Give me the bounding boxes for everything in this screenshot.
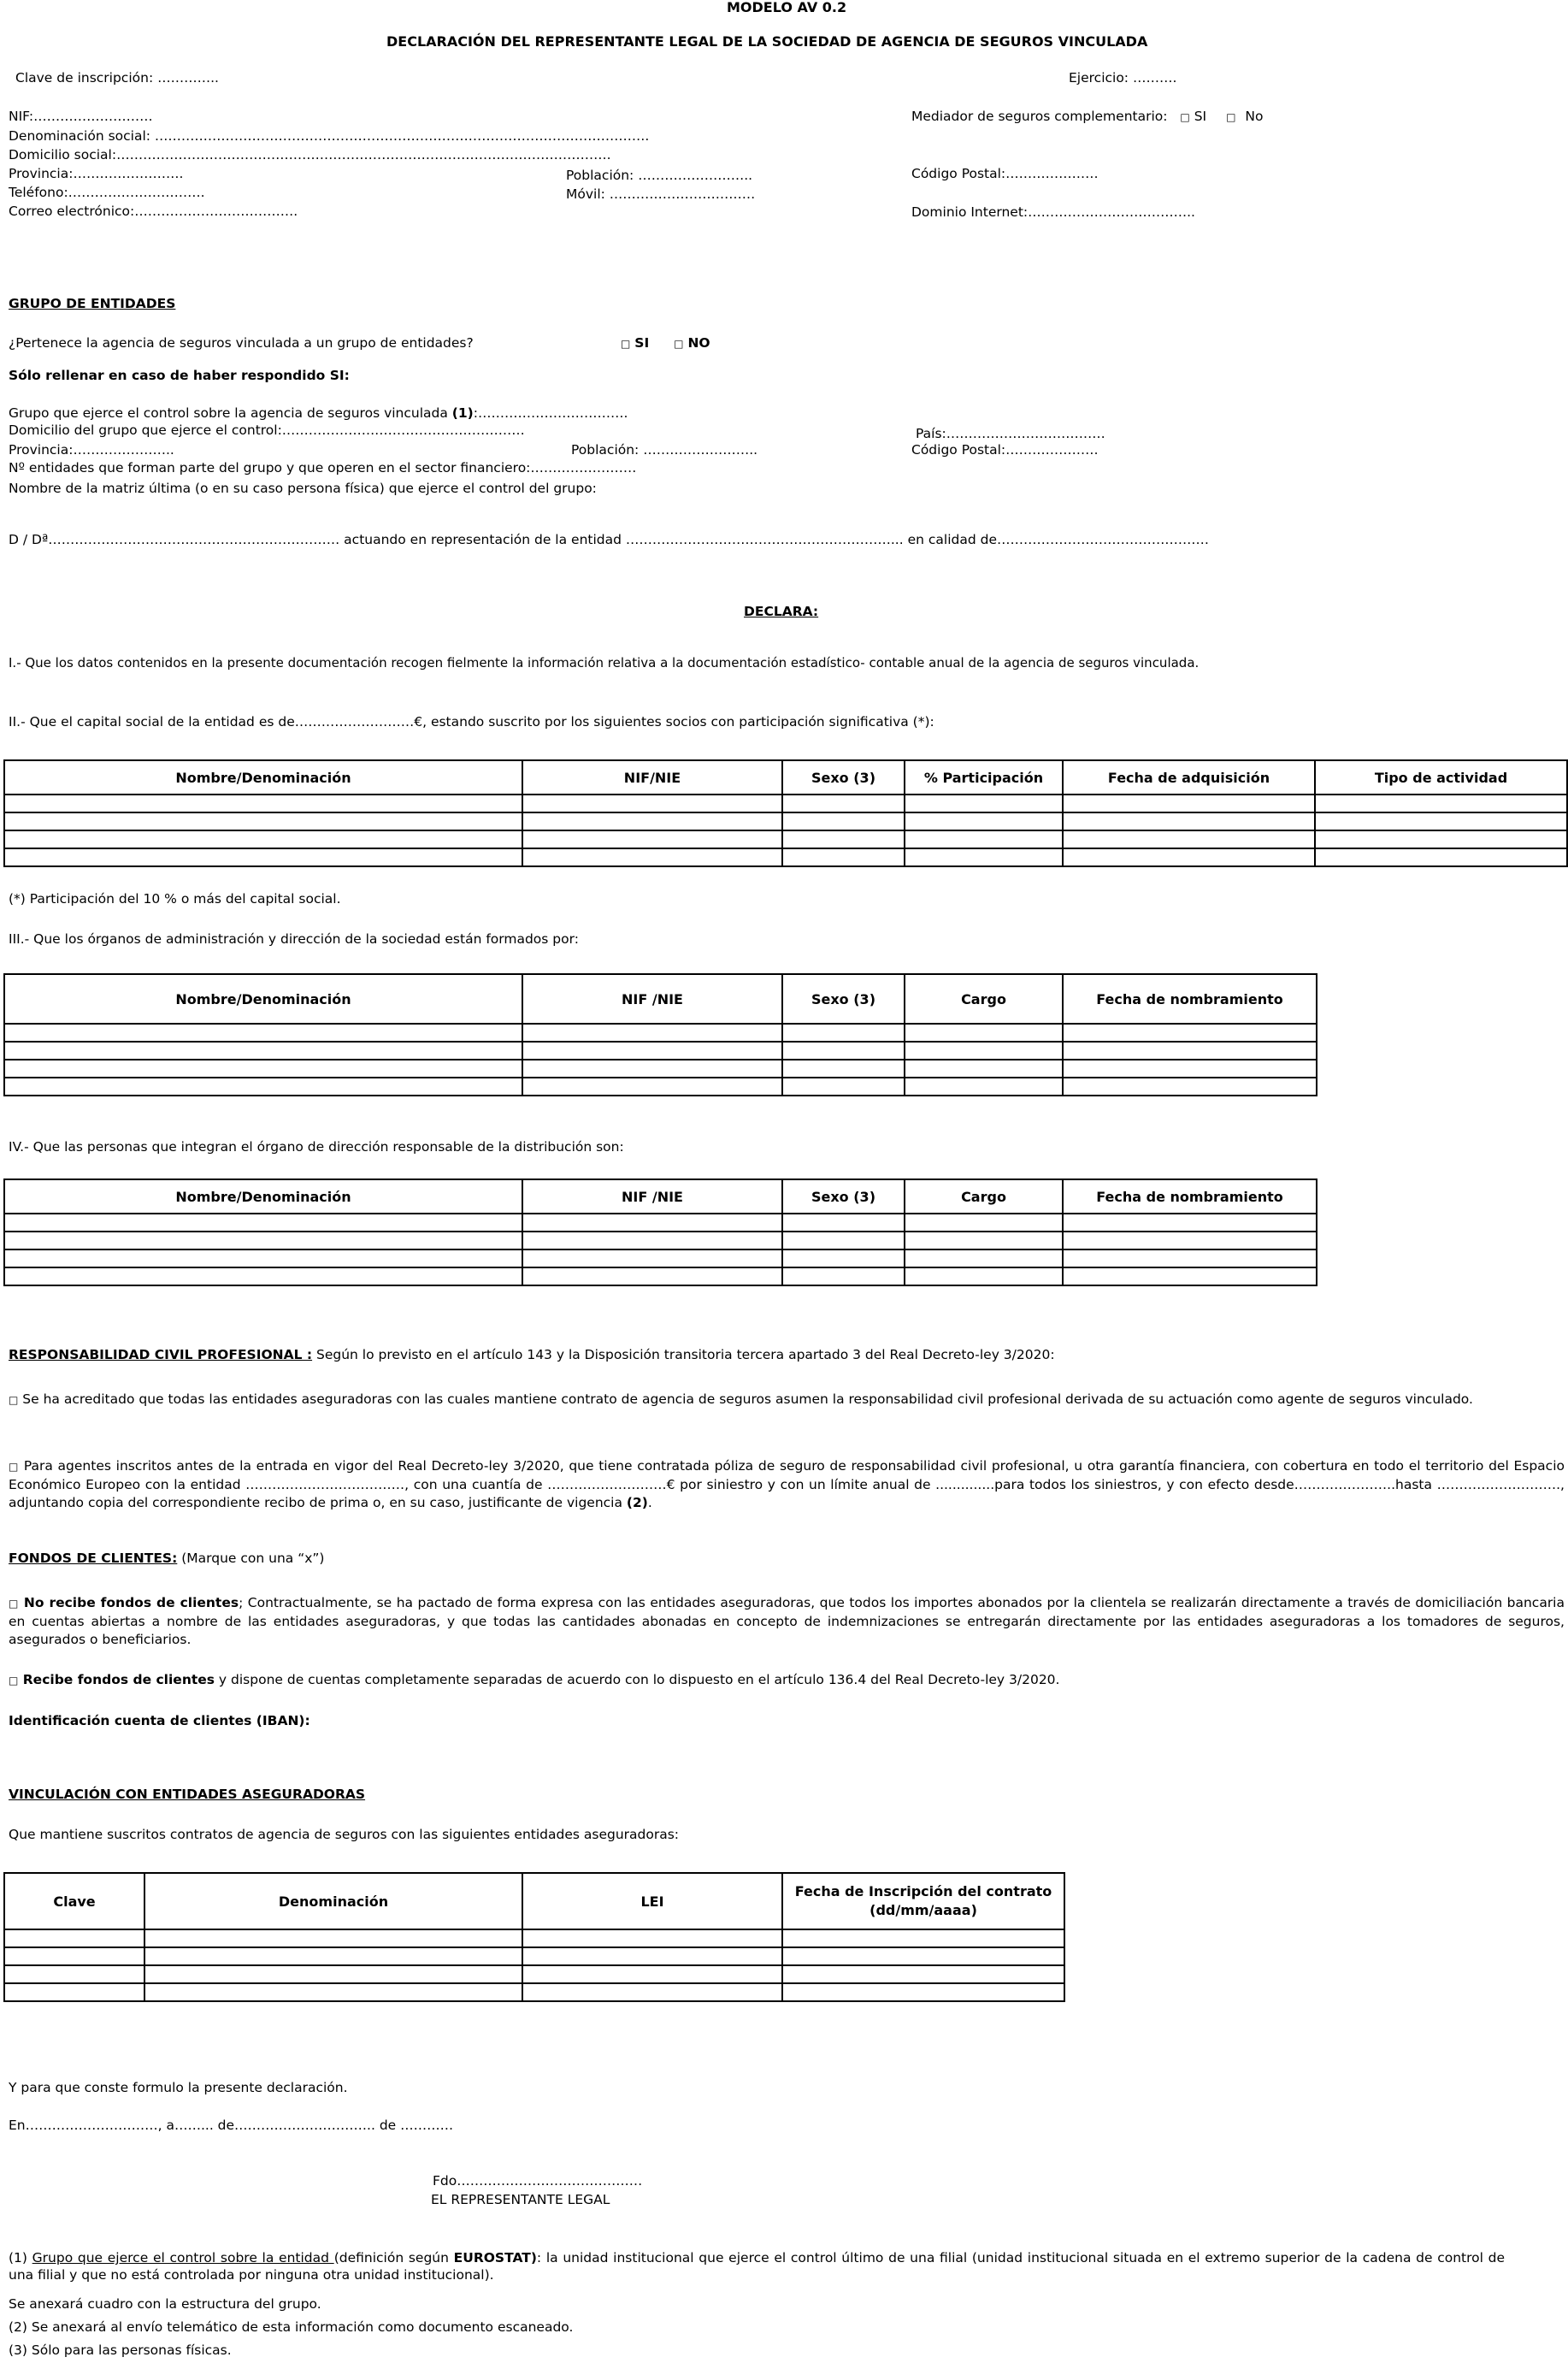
fondos-mark-note: (Marque con una “x”): [177, 1551, 325, 1566]
note-1-mid: (definición según: [333, 2250, 454, 2266]
checkbox-icon[interactable]: □: [674, 338, 684, 350]
checkbox-icon[interactable]: □: [9, 1598, 19, 1610]
table-header-row: [4, 974, 1317, 1024]
dominio-field[interactable]: Dominio Internet:………………………………..: [911, 204, 1195, 220]
checkbox-icon[interactable]: □: [1180, 111, 1190, 123]
grupo-poblacion-field[interactable]: Población: ……………………..: [571, 442, 758, 458]
anexo-note: Se anexará cuadro con la estructura del grupo.: [9, 2296, 321, 2312]
grupo-control-dots: :…………………………….: [473, 405, 628, 421]
col-header: Fecha de nombramiento: [1063, 974, 1317, 1024]
col-header: Cargo: [905, 974, 1063, 1024]
grupo-control-label: Grupo que ejerce el control sobre la agencia de seguros vinculada: [9, 405, 452, 421]
responsabilidad-option-2[interactable]: [9, 1457, 1565, 1513]
poblacion-field[interactable]: Población: ……………………..: [566, 168, 753, 183]
option-2-text: y dispone de cuentas completamente separadas de acuerdo con lo dispuesto en el artículo 136.4 del Real Decreto-ley 3/2020.: [215, 1672, 1060, 1687]
codigo-postal-field[interactable]: Código Postal:…………………: [911, 166, 1099, 181]
model-code: MODELO AV 0.2: [727, 0, 847, 15]
provincia-field[interactable]: Provincia:…………………….: [9, 166, 184, 181]
vinculacion-intro: Que mantiene suscritos contratos de agencia de seguros con las siguientes entidades aseguradoras:: [9, 1827, 680, 1842]
iban-field[interactable]: Identificación cuenta de clientes (IBAN):: [9, 1713, 310, 1728]
mediador-field: [911, 109, 1263, 125]
ejercicio-field[interactable]: Ejercicio: ……….: [1069, 70, 1177, 86]
table-row[interactable]: [4, 1214, 1317, 1232]
table-row[interactable]: [4, 1983, 1064, 2001]
table-header-row: [4, 1873, 1064, 1929]
col-header: Fecha de Inscripción del contrato (dd/mm/aaaa): [782, 1873, 1064, 1929]
note-2: (2) Se anexará al envío telemático de esta información como documento escaneado.: [9, 2319, 574, 2335]
option-2-end: .: [647, 1495, 652, 1511]
option-1-text: ; Contractualmente, se ha pactado de forma expresa con las entidades aseguradoras, que todos los importes abonados por la clientela se realizarán directamente a través de domiciliación bancaria en cuentas abiertas a nombre de las entidades aseguradoras, y que todas las cantidades abonadas en concepto de indemnizaciones se entregarán directamente por las entidades aseguradoras a los tomadores de seguros, asegurados o beneficiarios.: [9, 1595, 1565, 1648]
option-1-bold: No recibe fondos de clientes: [18, 1595, 239, 1610]
checkbox-icon[interactable]: □: [9, 1394, 19, 1406]
option-1-text: Se ha acreditado que todas las entidades aseguradoras con las cuales mantiene contrato de agencia de seguros asumen la responsabilidad civil profesional derivada de su actuación como agente de seguros vinculado.: [18, 1391, 1473, 1407]
grupo-control-field[interactable]: [9, 406, 628, 422]
grupo-provincia-field[interactable]: Provincia:…………………..: [9, 442, 174, 458]
note-1-term: Grupo que ejerce el control sobre la entidad: [32, 2250, 334, 2266]
checkbox-icon[interactable]: □: [9, 1461, 20, 1473]
table-row[interactable]: [4, 1249, 1317, 1267]
footnote-ref: (2): [626, 1495, 648, 1511]
telefono-field[interactable]: Teléfono:………………………….: [9, 185, 205, 200]
table-row[interactable]: [4, 1267, 1317, 1285]
col-header: Clave: [4, 1873, 144, 1929]
note-1: [9, 2249, 1505, 2283]
grupo-domicilio-field[interactable]: Domicilio del grupo que ejerce el control:………………….……………………………: [9, 422, 525, 438]
table-row[interactable]: [4, 1042, 1317, 1060]
col-header: Fecha de adquisición: [1063, 760, 1315, 795]
table-row[interactable]: [4, 1232, 1317, 1249]
fondos-option-2[interactable]: [9, 1673, 1059, 1688]
solo-rellenar: Sólo rellenar en caso de haber respondido SI:: [9, 368, 350, 383]
col-header: Nombre/Denominación: [4, 760, 522, 795]
note-3: (3) Sólo para las personas físicas.: [9, 2342, 232, 2358]
checkbox-icon[interactable]: □: [1226, 111, 1236, 123]
organos-table: [3, 973, 1317, 1096]
note-1-text: : la unidad institucional que ejerce el control último de una filial (unidad institucional situada en el extremo superior de la cadena de control de una filial y que no está controlada por ninguna otra unidad institucional).: [9, 2250, 1506, 2283]
col-header: Fecha de nombramiento: [1063, 1179, 1317, 1214]
col-header: Cargo: [905, 1179, 1063, 1214]
table-row[interactable]: [4, 1060, 1317, 1078]
denominacion-field[interactable]: Denominación social: ………………………………………………………………………………………………….: [9, 128, 650, 144]
table-row[interactable]: [4, 1078, 1317, 1096]
table-header-row: [4, 1179, 1317, 1214]
table-row[interactable]: [4, 1929, 1064, 1947]
grupo-pais-field[interactable]: País:………………………………: [916, 426, 1105, 441]
movil-field[interactable]: Móvil: ……………………………: [566, 186, 756, 202]
table-row[interactable]: [4, 812, 1567, 830]
document-title: DECLARACIÓN DEL REPRESENTANTE LEGAL DE LA SOCIEDAD DE AGENCIA DE SEGUROS VINCULADA: [386, 33, 1148, 50]
num-entidades-field[interactable]: Nº entidades que forman parte del grupo y que operen en el sector financiero:……………………: [9, 460, 637, 476]
col-header: NIF /NIE: [522, 1179, 782, 1214]
responsabilidad-intro: Según lo previsto en el artículo 143 y la Disposición transitoria tercera apartado 3 del Real Decreto-ley 3/2020:: [312, 1347, 1055, 1362]
socios-table: [3, 759, 1568, 867]
direccion-table: [3, 1179, 1317, 1286]
nif-field[interactable]: NIF:………………………: [9, 109, 153, 124]
fondos-line: [9, 1551, 324, 1567]
declara-i: I.- Que los datos contenidos en la presente documentación recogen fielmente la información relativa a la documentación estadístico- contable anual de la agencia de seguros vinculada.: [9, 655, 1200, 671]
conste-text: Y para que conste formulo la presente declaración.: [9, 2080, 348, 2095]
declara-heading: DECLARA:: [744, 604, 819, 619]
col-header: Tipo de actividad: [1315, 760, 1567, 795]
declara-iii: III.- Que los órganos de administración y dirección de la sociedad están formados por:: [9, 931, 579, 947]
responsabilidad-heading: RESPONSABILIDAD CIVIL PROFESIONAL :: [9, 1347, 313, 1362]
lugar-fecha-field[interactable]: En…………………………, a……... de………………………….. de …………: [9, 2118, 454, 2133]
grupo-heading: GRUPO DE ENTIDADES: [9, 296, 176, 311]
matriz-field[interactable]: Nombre de la matriz última (o en su caso persona física) que ejerce el control del grupo:: [9, 481, 597, 496]
entidades-table: [3, 1872, 1065, 2002]
table-row[interactable]: [4, 848, 1567, 866]
responsabilidad-line: [9, 1348, 1055, 1363]
col-header: Sexo (3): [782, 974, 905, 1024]
table-row[interactable]: [4, 1024, 1317, 1042]
vinculacion-heading: VINCULACIÓN CON ENTIDADES ASEGURADORAS: [9, 1787, 366, 1802]
fondos-option-1[interactable]: [9, 1594, 1565, 1650]
table-header-row: [4, 760, 1567, 795]
note-1-number: (1): [9, 2250, 32, 2266]
representante-legal-label: EL REPRESENTANTE LEGAL: [431, 2192, 610, 2207]
option-2-text: Para agentes inscritos antes de la entrada en vigor del Real Decreto-ley 3/2020, que tiene contratada póliza de seguro de responsabilidad civil profesional, u otra garantía financiera, con cobertura en todo el territorio del Espacio Económico Europeo con la entidad ………………………………, con una cuantía de ………………………€ por siniestro y con un límite anual de ..............para todos los siniestros, y con efecto desde…………………..hasta ………………………., adjuntando copia del correspondiente recibo de prima o, en su caso, justificante de vigencia: [9, 1458, 1565, 1511]
col-header: NIF/NIE: [522, 760, 782, 795]
note-1-eurostat: EUROSTAT): [453, 2250, 537, 2266]
col-header: Denominación: [144, 1873, 522, 1929]
mediador-si-label: SI: [1194, 109, 1207, 124]
declara-ii[interactable]: II.- Que el capital social de la entidad es de………………………€, estando suscrito por los siguientes socios con participación significativa (*):: [9, 714, 934, 730]
firma-field[interactable]: Fdo……………………………………: [433, 2173, 643, 2189]
clave-field[interactable]: Clave de inscripción: …………..: [15, 70, 219, 86]
grupo-codigo-postal-field[interactable]: Código Postal:…………………: [911, 442, 1099, 458]
table-row[interactable]: [4, 795, 1567, 812]
mediador-no-label: No: [1245, 109, 1264, 124]
grupo-si-label: SI: [634, 335, 650, 351]
col-header: Sexo (3): [782, 1179, 905, 1214]
mediador-label: Mediador de seguros complementario:: [911, 109, 1168, 124]
grupo-question: ¿Pertenece la agencia de seguros vinculada a un grupo de entidades?: [9, 335, 474, 351]
grupo-options: [621, 336, 710, 351]
checkbox-icon[interactable]: □: [9, 1675, 19, 1687]
fondos-heading: FONDOS DE CLIENTES:: [9, 1551, 178, 1566]
checkbox-icon[interactable]: □: [621, 338, 631, 350]
table-row[interactable]: [4, 1965, 1064, 1983]
participacion-note: (*) Participación del 10 % o más del capital social.: [9, 891, 341, 907]
col-header: % Participación: [905, 760, 1063, 795]
option-2-bold: Recibe fondos de clientes: [18, 1672, 215, 1687]
table-row[interactable]: [4, 1947, 1064, 1965]
domicilio-field[interactable]: Domicilio social:………………………………………………………………………………………………….: [9, 147, 611, 162]
col-header: Nombre/Denominación: [4, 1179, 522, 1214]
declara-iv: IV.- Que las personas que integran el órgano de dirección responsable de la distribución son:: [9, 1139, 624, 1155]
footnote-ref: (1): [451, 405, 474, 421]
col-header: Sexo (3): [782, 760, 905, 795]
correo-field[interactable]: Correo electrónico:……………………………….: [9, 204, 298, 219]
table-row[interactable]: [4, 830, 1567, 848]
col-header: LEI: [522, 1873, 782, 1929]
grupo-no-label: NO: [687, 335, 710, 351]
representante-line[interactable]: D / Dª………………………………………………………… actuando en representación de la entidad ……………………………………………………... en calidad de…………………………………………: [9, 532, 1209, 547]
responsabilidad-option-1[interactable]: [9, 1391, 1565, 1409]
col-header: Nombre/Denominación: [4, 974, 522, 1024]
col-header: NIF /NIE: [522, 974, 782, 1024]
